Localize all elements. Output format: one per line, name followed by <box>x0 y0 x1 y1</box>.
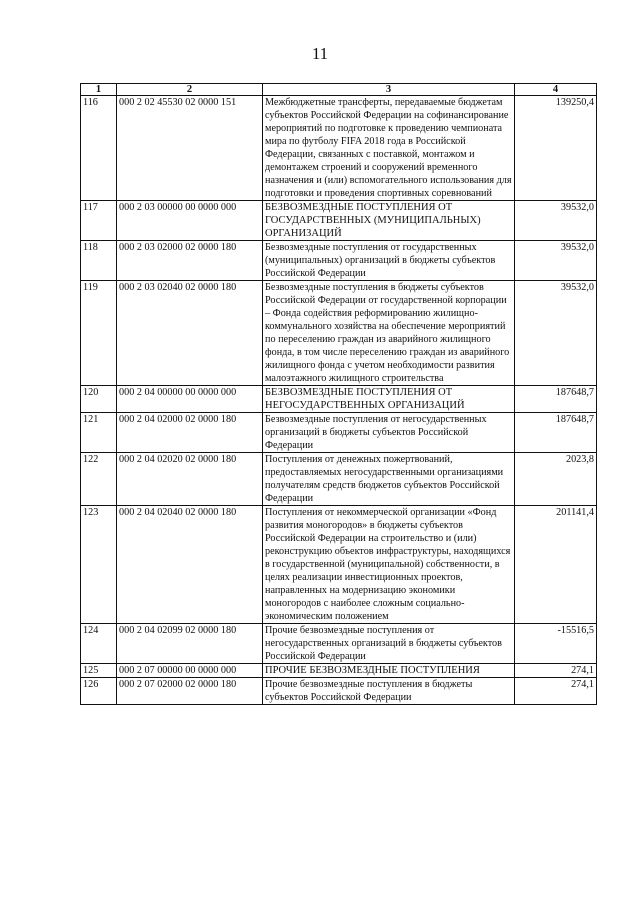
budget-code: 000 2 04 02000 02 0000 180 <box>117 413 263 453</box>
row-amount: 139250,4 <box>515 96 597 201</box>
row-number: 116 <box>81 96 117 201</box>
table-row <box>81 201 597 241</box>
row-amount: 274,1 <box>515 678 597 705</box>
column-header-amount: 4 <box>515 84 597 96</box>
budget-code: 000 2 03 02040 02 0000 180 <box>117 281 263 386</box>
row-number: 123 <box>81 506 117 624</box>
budget-code: 000 2 04 02099 02 0000 180 <box>117 624 263 664</box>
row-number: 119 <box>81 281 117 386</box>
row-description: Межбюджетные трансферты, передаваемые бюджетам субъектов Российской Федерации на софинансирование мероприятий по подготовке к проведению чемпионата мира по футболу FIFA 2018 года в Российской Федерации, связанных с поставкой, монтажом и демонтажем строений и сооружений временного назначения и (или) вспомогательного использования для подготовки и проведения спортивных соревнований <box>263 96 515 201</box>
table-row <box>81 453 597 506</box>
row-number: 118 <box>81 241 117 281</box>
row-description: Поступления от некоммерческой организации «Фонд развития моногородов» в бюджеты субъектов Российской Федерации на строительство и (или) реконструкцию объектов инфраструктуры, находящихся в государственной (муниципальной) собственности, в целях реализации инвестиционных проектов, направленных на модернизацию экономики моногородов с наиболее сложным социально-экономическим положением <box>263 506 515 624</box>
row-description: ПРОЧИЕ БЕЗВОЗМЕЗДНЫЕ ПОСТУПЛЕНИЯ <box>263 664 515 678</box>
budget-code: 000 2 02 45530 02 0000 151 <box>117 96 263 201</box>
budget-revenue-table <box>80 83 597 705</box>
row-description: Прочие безвозмездные поступления от негосударственных организаций в бюджеты субъектов Российской Федерации <box>263 624 515 664</box>
row-amount: 39532,0 <box>515 201 597 241</box>
row-description: БЕЗВОЗМЕЗДНЫЕ ПОСТУПЛЕНИЯ ОТ ГОСУДАРСТВЕННЫХ (МУНИЦИПАЛЬНЫХ) ОРГАНИЗАЦИЙ <box>263 201 515 241</box>
row-number: 120 <box>81 386 117 413</box>
row-description: Безвозмездные поступления от негосударственных организаций в бюджеты субъектов Российской Федерации <box>263 413 515 453</box>
row-amount: 187648,7 <box>515 413 597 453</box>
column-header-number: 1 <box>81 84 117 96</box>
budget-code: 000 2 04 02040 02 0000 180 <box>117 506 263 624</box>
table-row <box>81 506 597 624</box>
table-row <box>81 281 597 386</box>
row-number: 122 <box>81 453 117 506</box>
row-description: Безвозмездные поступления от государственных (муниципальных) организаций в бюджеты субъектов Российской Федерации <box>263 241 515 281</box>
row-number: 121 <box>81 413 117 453</box>
row-description: Безвозмездные поступления в бюджеты субъектов Российской Федерации от государственной корпорации – Фонда содействия реформированию жилищно-коммунального хозяйства на обеспечение мероприятий по переселению граждан из аварийного жилищного фонда, в том числе переселению граждан из аварийного жилищного фонда с учетом необходимости развития малоэтажного жилищного строительства <box>263 281 515 386</box>
table-row <box>81 664 597 678</box>
table-row <box>81 624 597 664</box>
row-amount: -15516,5 <box>515 624 597 664</box>
table-header-row <box>81 84 597 96</box>
row-number: 117 <box>81 201 117 241</box>
row-amount: 39532,0 <box>515 241 597 281</box>
row-description: БЕЗВОЗМЕЗДНЫЕ ПОСТУПЛЕНИЯ ОТ НЕГОСУДАРСТВЕННЫХ ОРГАНИЗАЦИЙ <box>263 386 515 413</box>
column-header-description: 3 <box>263 84 515 96</box>
table-row <box>81 678 597 705</box>
row-amount: 187648,7 <box>515 386 597 413</box>
row-amount: 2023,8 <box>515 453 597 506</box>
budget-code: 000 2 03 00000 00 0000 000 <box>117 201 263 241</box>
column-header-code: 2 <box>117 84 263 96</box>
row-number: 124 <box>81 624 117 664</box>
row-description: Прочие безвозмездные поступления в бюджеты субъектов Российской Федерации <box>263 678 515 705</box>
table-row <box>81 241 597 281</box>
budget-code: 000 2 07 00000 00 0000 000 <box>117 664 263 678</box>
table-row <box>81 96 597 201</box>
budget-code: 000 2 04 02020 02 0000 180 <box>117 453 263 506</box>
table-row <box>81 386 597 413</box>
table-row <box>81 413 597 453</box>
row-number: 125 <box>81 664 117 678</box>
row-amount: 274,1 <box>515 664 597 678</box>
row-amount: 39532,0 <box>515 281 597 386</box>
row-number: 126 <box>81 678 117 705</box>
row-amount: 201141,4 <box>515 506 597 624</box>
row-description: Поступления от денежных пожертвований, предоставляемых негосударственными организациями получателям средств бюджетов субъектов Российской Федерации <box>263 453 515 506</box>
budget-code: 000 2 03 02000 02 0000 180 <box>117 241 263 281</box>
budget-code: 000 2 04 00000 00 0000 000 <box>117 386 263 413</box>
page-number: 11 <box>311 44 329 63</box>
budget-code: 000 2 07 02000 02 0000 180 <box>117 678 263 705</box>
